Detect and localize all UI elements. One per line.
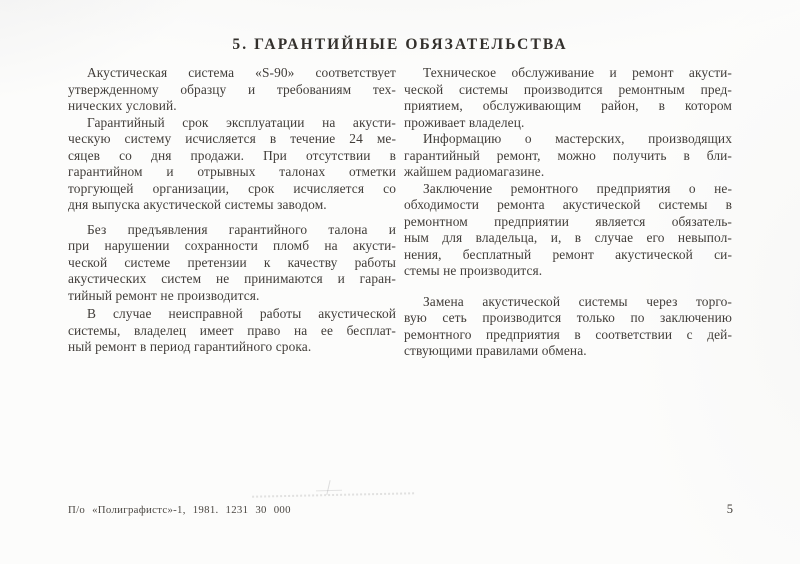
paragraph [404, 65, 732, 131]
text-line: тийный ремонт не производится. [68, 287, 260, 303]
text-line: ремонтного предприятия в соответствии с дей- [404, 326, 732, 342]
text-line: сяцев со дня продажи. При отсутствии в [68, 147, 396, 163]
text-line: ствующими правилами обмена. [404, 343, 587, 358]
text-line: при нарушении сохранности пломб на акусти- [68, 238, 396, 253]
text-line: обходимости ремонта акустической системы в [404, 197, 732, 212]
text-line: торгующей организации, срок исчисляется со [68, 180, 396, 196]
page-title: 5. ГАРАНТИЙНЫЕ ОБЯЗАТЕЛЬСТВА [232, 36, 568, 53]
text-line: акустических систем не принимаются и гаран- [68, 271, 396, 286]
paragraph [68, 222, 396, 305]
text-line: утвержденному образцу и требованиям тех- [68, 81, 396, 97]
text-line: В случае неисправной работы акустической [87, 306, 396, 321]
text-line: гарантийном и отрывных талонах отметки [68, 164, 396, 179]
text-line: ремонтном предприятии является обязатель- [404, 213, 732, 229]
text-line: ческой системе претензии к качеству работы [68, 254, 396, 270]
paragraph [68, 65, 396, 115]
text-line: Без предъявления гарантийного талона и [87, 221, 396, 237]
text-column-right [404, 65, 732, 360]
text-line: жайшем радиомагазине. [404, 164, 545, 179]
text-line: ческую систему исчисляется в течение 24 ме- [68, 131, 396, 146]
text-line: проживает владелец. [404, 114, 525, 130]
text-line: дня выпуска акустической системы заводом. [68, 197, 327, 212]
paragraph [404, 181, 732, 280]
paragraph [68, 115, 396, 214]
text-line: гарантийный ремонт, можно получить в бли- [404, 147, 732, 163]
scan-artifact [252, 482, 414, 497]
text-line: приятием, обслуживающим район, в котором [404, 98, 732, 113]
text-column-left [68, 65, 396, 356]
text-line: ческой системы производится ремонтным пред- [404, 81, 732, 97]
text-line: Замена акустической системы через торго- [423, 293, 732, 309]
paragraph [404, 131, 732, 181]
text-line: ным для владельца, и, в случае его невыпол- [404, 230, 732, 245]
imprint: П/о «Полиграфистс»-1, 1981. 1231 30 000 [68, 504, 291, 516]
text-line: Заключение ремонтного предприятия о не- [423, 180, 732, 196]
text-line: системы, владелец имеет право на ее бесплат- [68, 322, 396, 338]
text-line: нения, бесплатный ремонт акустической си- [404, 246, 732, 262]
text-line: стемы не производится. [404, 263, 543, 278]
text-line: Техническое обслуживание и ремонт акусти- [423, 65, 732, 80]
paragraph [68, 306, 396, 356]
text-line: Информацию о мастерских, производящих [423, 131, 732, 146]
text-line: вую сеть производится только по заключению [404, 310, 732, 325]
text-line: нических условий. [68, 98, 177, 113]
text-line: Акустическая система «S-90» соответствует [87, 65, 396, 80]
page-number: 5 [726, 502, 733, 516]
paragraph [404, 294, 732, 360]
text-line: ный ремонт в период гарантийного срока. [68, 339, 312, 354]
text-line: Гарантийный срок эксплуатации на акусти- [87, 114, 396, 130]
